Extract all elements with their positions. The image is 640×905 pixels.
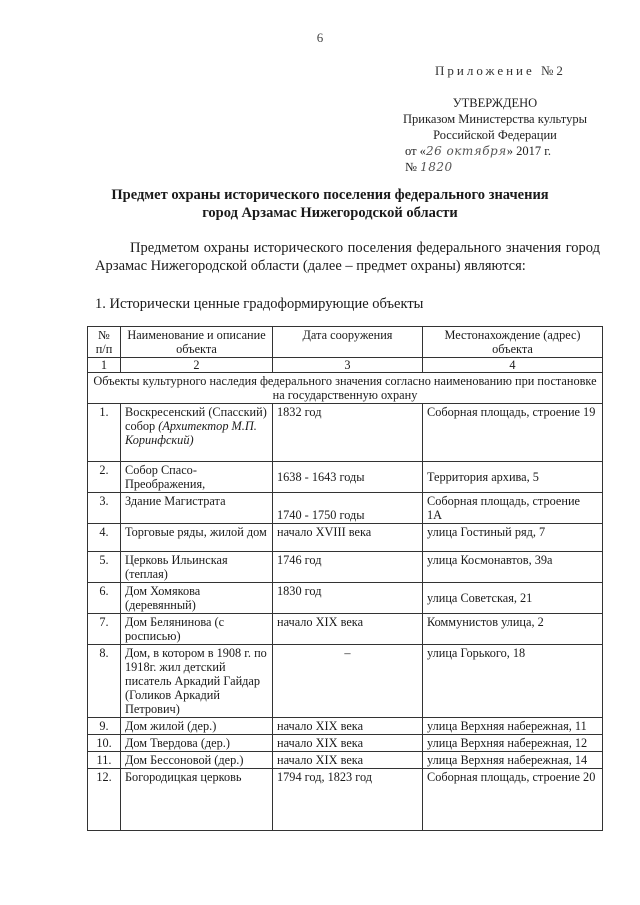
approved-label: УТВЕРЖДЕНО xyxy=(452,96,538,110)
row-location: улица Космонавтов, 39а xyxy=(423,552,603,583)
row-location: Соборная площадь, строение 1А xyxy=(423,493,603,524)
row-name: Церковь Ильинская (теплая) xyxy=(121,552,273,583)
row-num: 2. xyxy=(88,462,121,493)
row-location: улица Верхняя набережная, 12 xyxy=(423,735,603,752)
title-line-1: Предмет охраны исторического поселения федерального значения xyxy=(111,187,549,203)
row-location: Территория архива, 5 xyxy=(423,462,603,493)
table-row xyxy=(88,735,603,752)
handwritten-date: 26 октября xyxy=(425,144,507,158)
row-name: Дом Твердова (дер.) xyxy=(121,735,273,752)
row-location: улица Верхняя набережная, 11 xyxy=(423,718,603,735)
row-name: Дом жилой (дер.) xyxy=(121,718,273,735)
row-num: 9. xyxy=(88,718,121,735)
row-num: 7. xyxy=(88,614,121,645)
row-name: Дом, в котором в 1908 г. по 1918г. жил детский писатель Аркадий Гайдар (Голиков Аркадий Петрович) xyxy=(121,645,273,718)
row-location: Коммунистов улица, 2 xyxy=(423,614,603,645)
table-row xyxy=(88,404,603,462)
row-num: 6. xyxy=(88,583,121,614)
table-row xyxy=(88,583,603,614)
column-number: 4 xyxy=(423,358,603,373)
row-date: 1638 - 1643 годы xyxy=(273,462,423,493)
table-row xyxy=(88,614,603,645)
appendix-label: Приложение №2 xyxy=(435,63,566,78)
row-date: 1746 год xyxy=(273,552,423,583)
date-year: 2017 г. xyxy=(516,144,552,158)
handwritten-number: 1820 xyxy=(420,160,453,174)
row-name: Здание Магистрата xyxy=(121,493,273,524)
row-num: 10. xyxy=(88,735,121,752)
column-number: 3 xyxy=(273,358,423,373)
document-title xyxy=(60,186,600,222)
row-num: 12. xyxy=(88,769,121,831)
table-header-row xyxy=(88,327,603,358)
group-heading-row xyxy=(88,373,603,404)
table-row xyxy=(88,645,603,718)
table-row xyxy=(88,493,603,524)
row-date: начало XVIII века xyxy=(273,524,423,552)
row-num: 5. xyxy=(88,552,121,583)
objects-table xyxy=(87,326,603,831)
row-location: улица Горького, 18 xyxy=(423,645,603,718)
header-location: Местонахождение (адрес) объекта xyxy=(423,327,603,358)
approval-block xyxy=(390,95,600,175)
order-line-1: Приказом Министерства культуры xyxy=(403,112,587,126)
table-row xyxy=(88,524,603,552)
order-number xyxy=(390,159,600,175)
row-date: 1830 год xyxy=(273,583,423,614)
row-name: Дом Бессоновой (дер.) xyxy=(121,752,273,769)
row-date: начало XIX века xyxy=(273,735,423,752)
date-prefix: от « xyxy=(405,144,426,158)
order-date: от «26 октября» 2017 г. xyxy=(405,144,552,158)
row-location: Соборная площадь, строение 20 xyxy=(423,769,603,831)
row-location: Соборная площадь, строение 19 xyxy=(423,404,603,462)
row-name: Богородицкая церковь xyxy=(121,769,273,831)
row-date: 1832 год xyxy=(273,404,423,462)
header-date: Дата сооружения xyxy=(273,327,423,358)
row-num: 3. xyxy=(88,493,121,524)
row-location: улица Верхняя набережная, 14 xyxy=(423,752,603,769)
row-name: Собор Спасо-Преображения, xyxy=(121,462,273,493)
row-date: начало XIX века xyxy=(273,752,423,769)
order-line-2: Российской Федерации xyxy=(433,128,557,142)
row-date: 1740 - 1750 годы xyxy=(273,493,423,524)
row-name-text: Воскресенский (Спасский) собор xyxy=(125,405,267,433)
table-row xyxy=(88,552,603,583)
column-number: 1 xyxy=(88,358,121,373)
section-heading: 1. Исторически ценные градоформирующие объекты xyxy=(95,296,424,312)
row-name: Дом Хомякова (деревянный) xyxy=(121,583,273,614)
row-num: 8. xyxy=(88,645,121,718)
row-num: 11. xyxy=(88,752,121,769)
table-row xyxy=(88,752,603,769)
header-num: № п/п xyxy=(88,327,121,358)
number-prefix: № xyxy=(405,160,417,174)
row-name xyxy=(121,404,273,462)
table-row xyxy=(88,462,603,493)
row-num: 4. xyxy=(88,524,121,552)
group-heading: Объекты культурного наследия федерального значения согласно наименованию при постановке на государственную охрану xyxy=(88,373,603,404)
header-name: Наименование и описание объекта xyxy=(121,327,273,358)
row-date: начало XIX века xyxy=(273,718,423,735)
row-name: Дом Белянинова (с росписью) xyxy=(121,614,273,645)
column-number: 2 xyxy=(121,358,273,373)
row-name: Торговые ряды, жилой дом xyxy=(121,524,273,552)
table-row xyxy=(88,769,603,831)
row-location: улица Гостиный ряд, 7 xyxy=(423,524,603,552)
row-date: 1794 год, 1823 год xyxy=(273,769,423,831)
row-location: улица Советская, 21 xyxy=(423,583,603,614)
architect-note: (Архитектор М.П. Коринфский) xyxy=(125,419,257,447)
title-line-2: город Арзамас Нижегородской области xyxy=(202,205,458,221)
column-number-row xyxy=(88,358,603,373)
page-number: 6 xyxy=(316,30,324,45)
row-date: – xyxy=(273,645,423,718)
intro-paragraph: Предметом охраны исторического поселения федерального значения город Арзамас Нижегородской области (далее – предмет охраны) являются: xyxy=(95,240,600,274)
row-date: начало XIX века xyxy=(273,614,423,645)
table-row xyxy=(88,718,603,735)
row-num: 1. xyxy=(88,404,121,462)
